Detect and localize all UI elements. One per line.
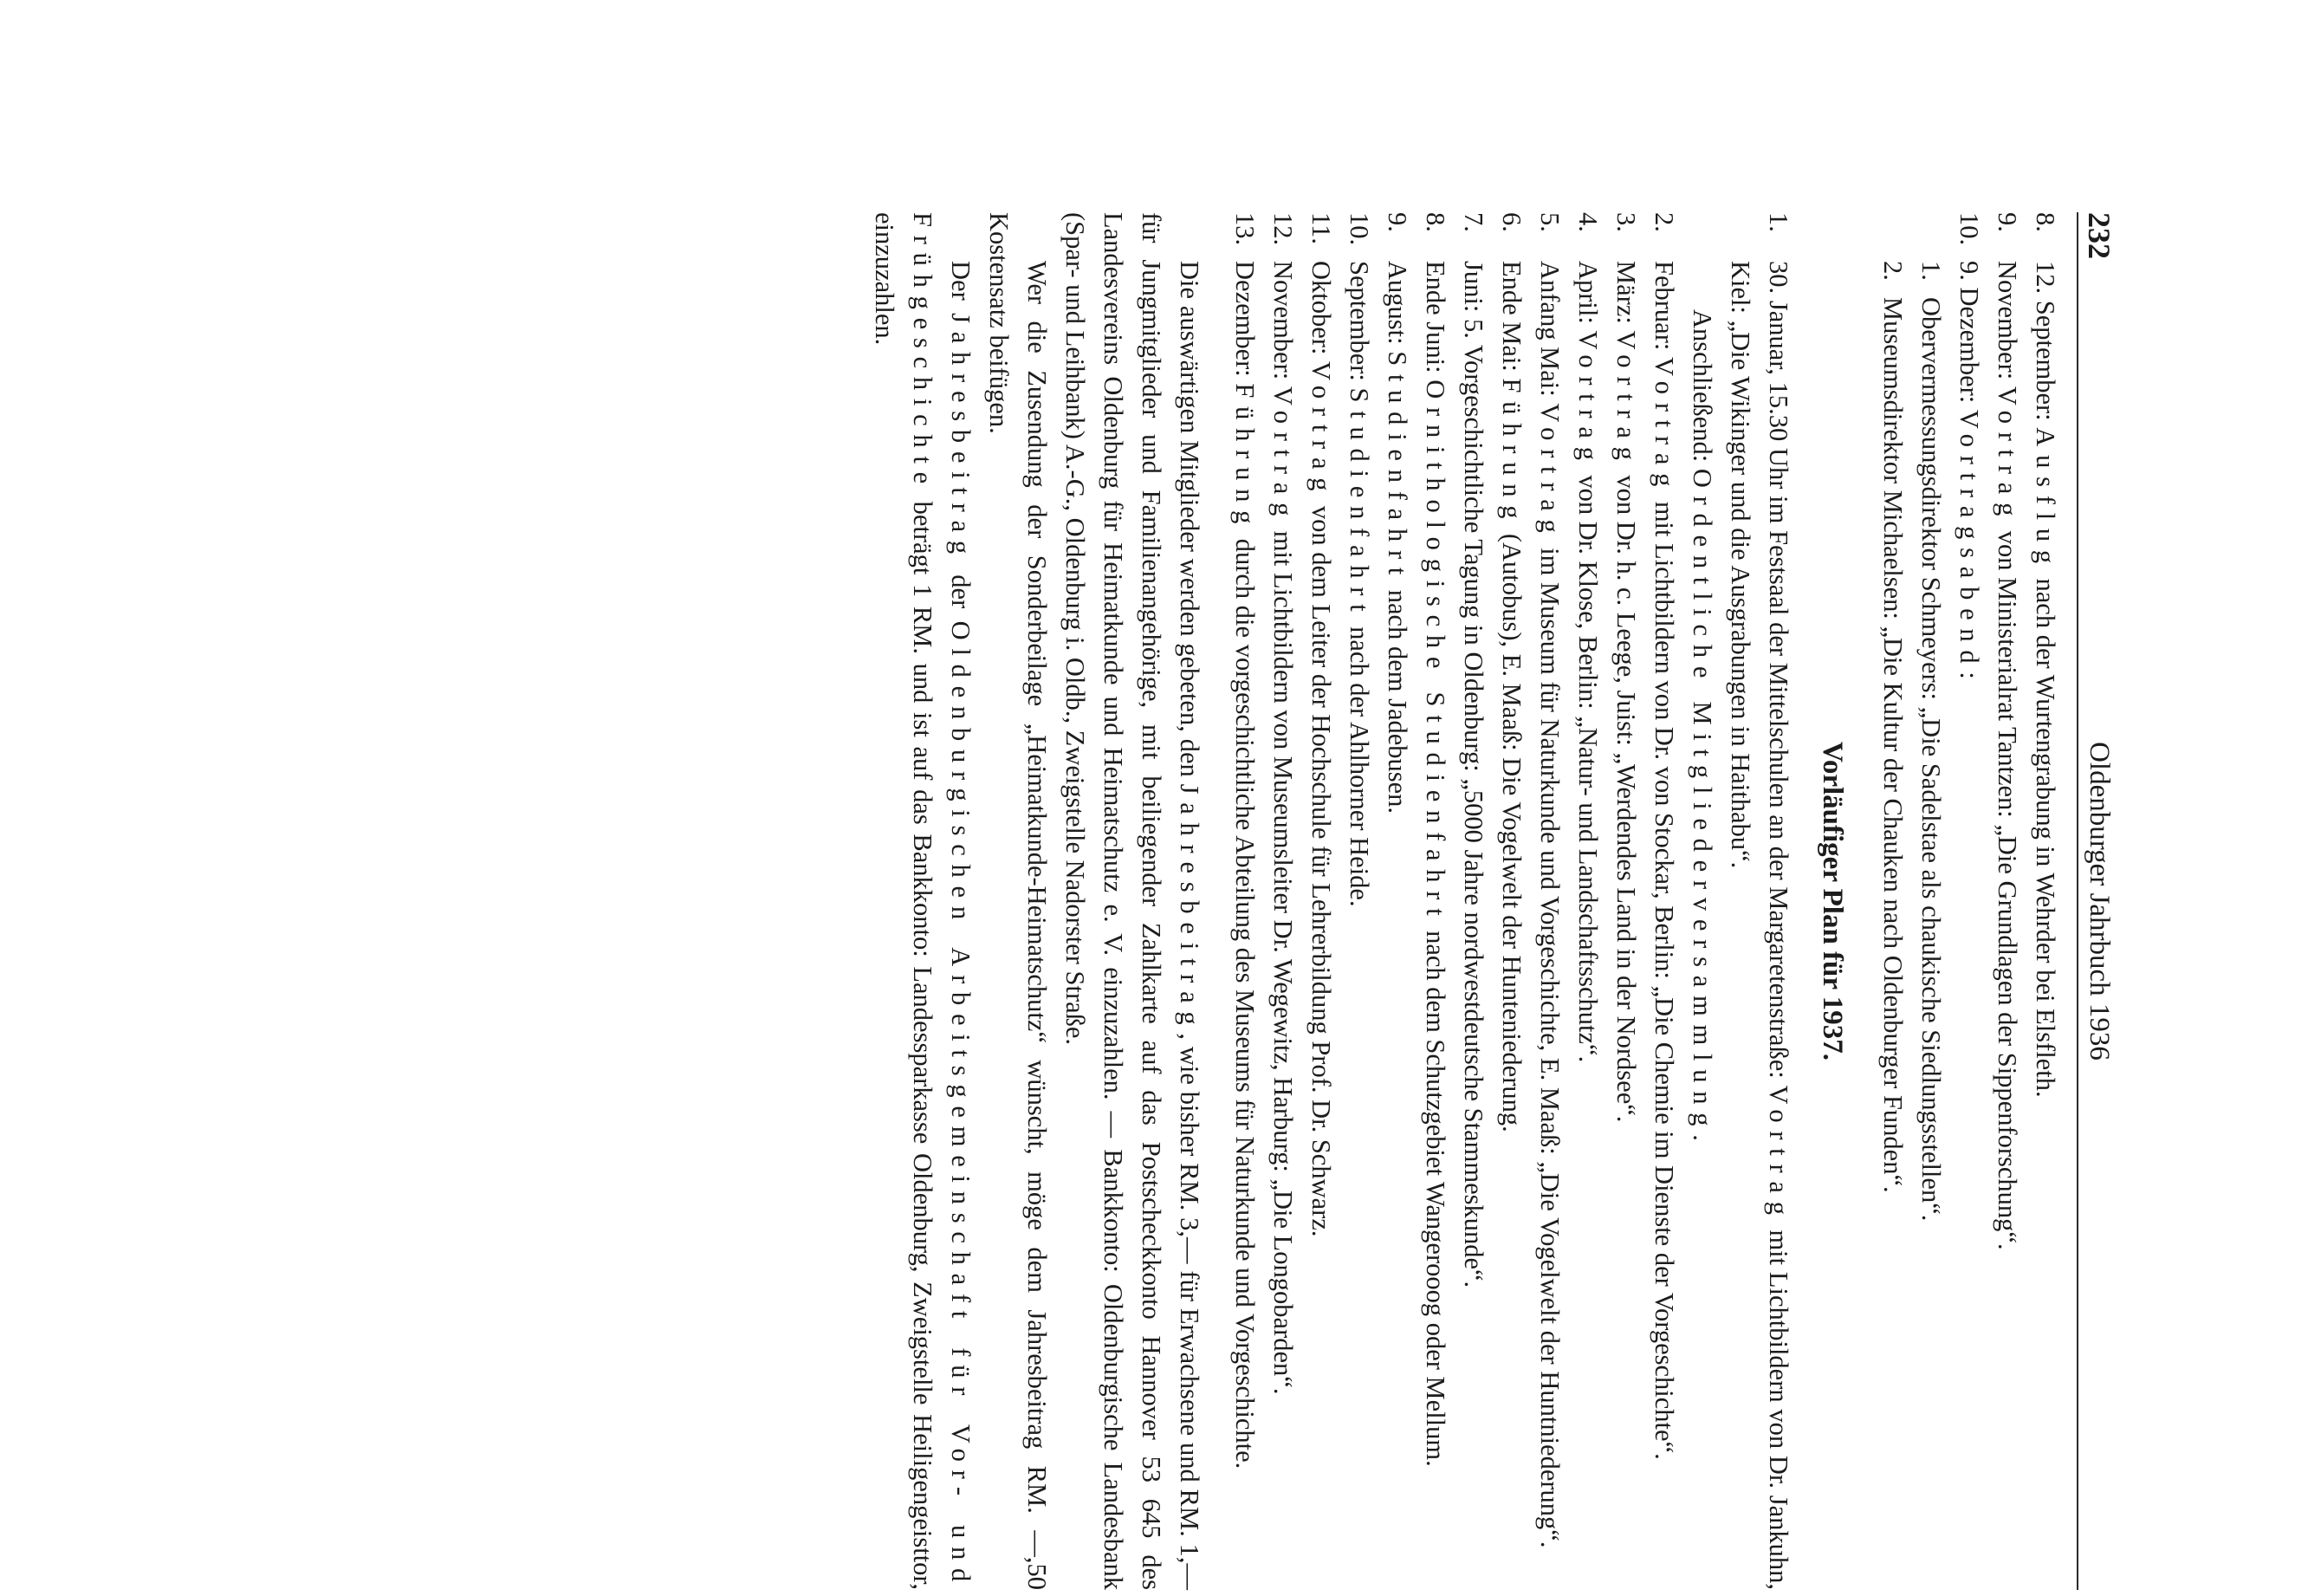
list-item: 8. 12. September: Ausflug nach der Wurtengrabung in Wehrder bei Elsfleth. — [2031, 212, 2060, 1098]
paragraph-membership-fee: Die auswärtigen Mitglieder werden gebeten, den Jahresbeitrag, wie bisher RM. 3,— für Erwachsene und RM. 1,— für Jungmitglieder und Familienangehörige, mit beiliegender Zahlkarte auf das Postscheckkonto Hannover 53 645 des Landesvereins Oldenburg für Heimatkunde und Heimatschutz e. V. einzuzahlen. — Bankkonto: Oldenburgische Landesbank (Spar- und Leihbank) A.-G., Oldenburg i. Oldb., Zweigstelle Nadorster Straße. — [1060, 212, 1204, 1590]
plan-item: 11. Oktober: Vortrag von dem Leiter der Hochschule für Lehrerbildung Prof. Dr. Schwarz. — [1306, 212, 1336, 1237]
list-item: 9. November: Vortrag von Ministerialrat Tantzen: „Die Grundlagen der Sippenforschung“. — [1993, 212, 2022, 1250]
plan-item: 7. Juni: 5. Vorgeschichtliche Tagung in Oldenburg: „5000 Jahre nordwestdeutsche Stammeskunde“. — [1459, 212, 1488, 1288]
sub-list-item: 2. Museumsdirektor Michaelsen: „Die Kultur der Chauken nach Oldenburger Funden“. — [1878, 261, 1908, 1193]
spacer — [1209, 212, 1226, 1590]
plan-item: 4. April: Vortrag von Dr. Klose, Berlin: „Natur- und Landschaftsschutz“. — [1573, 212, 1603, 1063]
document-page — [264, 212, 2118, 1590]
plan-item: 8. Ende Juni: Ornithologische Studienfahrt nach dem Schutzgebiet Wangerooog oder Mellum. — [1421, 212, 1450, 1467]
plan-item-continuation: Anschließend: Ordentliche Mitgliederversammlung. — [1688, 309, 1717, 1141]
running-title: Oldenburger Jahrbuch 1936 — [2084, 742, 2115, 1061]
running-head — [2077, 212, 2118, 1590]
plan-item: 2. Februar: Vortrag mit Lichtbildern von Dr. von Stockar, Berlin: „Die Chemie im Dienste der Vorgeschichte“. — [1650, 212, 1679, 1460]
plan-item: 13. Dezember: Führung durch die vorgeschichtliche Abteilung des Museums für Naturkunde und Vorgeschichte. — [1230, 212, 1260, 1469]
section-title: Vorläufiger Plan für 1937. — [1817, 742, 1848, 1061]
list-item: 10. 9. Dezember: Vortragsabend: — [1955, 212, 1984, 679]
plan-item: 5. Anfang Mai: Vortrag im Museum für Naturkunde und Vorgeschichte, E. Maaß: „Die Vogelwelt der Huntniederung“. — [1535, 212, 1565, 1548]
plan-item: 10. September: Studienfahrt nach der Ahlhorner Heide. — [1345, 212, 1374, 907]
plan-item: 12. November: Vortrag mit Lichtbildern von Museumsleiter Dr. Wegewitz, Harburg: „Die Longobarden“. — [1268, 212, 1298, 1395]
plan-item: 1. 30. Januar, 15.30 Uhr im Festsaal der Mittelschulen an der Margaretenstraße: Vortrag mit Lichtbildern von Dr. Jankuhn, Kiel: „Die Wikinger und die Ausgrabungen in Haithabu“. — [1726, 212, 1793, 1590]
plan-item: 9. August: Studienfahrt nach dem Jadebusen. — [1383, 212, 1412, 814]
page-number: 232 — [2082, 212, 2117, 259]
paragraph-working-group-fee: Der Jahresbeitrag der Oldenburgischen Arbeitsgemeinschaft für Vor- und Frühgeschichte beträgt 1 RM. und ist auf das Bankkonto: Landessparkasse Oldenburg, Zweigstelle Heiligengeisttor, einzuzahlen. — [870, 212, 976, 1590]
plan-item: 3. März: Vortrag von Dr. h. c. Leege, Juist: „Werdendes Land in der Nordsee“. — [1611, 212, 1641, 1123]
plan-item: 6. Ende Mai: Führung (Autobus), E. Maaß: Die Vogelwelt der Hunteniederung. — [1497, 212, 1527, 1132]
paragraph-supplement: Wer die Zusendung der Sonderbeilage „Heimatkunde-Heimatschutz“ wünscht, möge dem Jahresbeitrag RM. —,50 Kostensatz beifügen. — [984, 212, 1052, 1590]
sub-list-item: 1. Obervermessungsdirektor Schmeyers: „Die Sadelstae als chaukische Siedlungsstellen“. — [1916, 261, 1946, 1222]
